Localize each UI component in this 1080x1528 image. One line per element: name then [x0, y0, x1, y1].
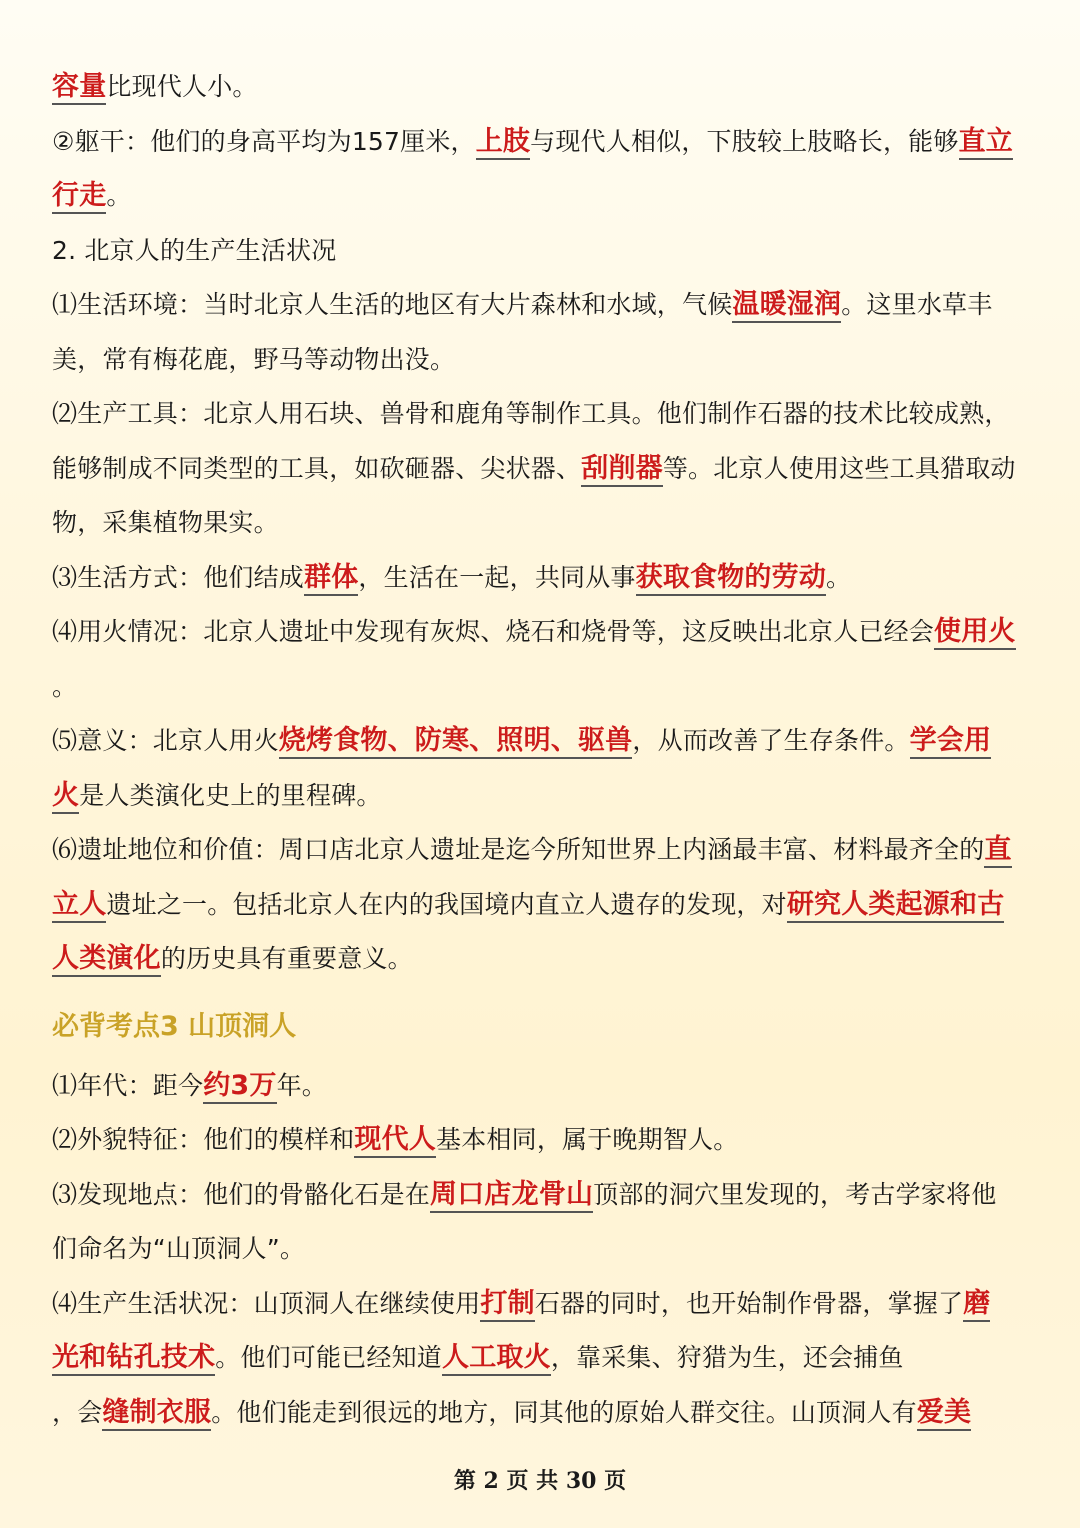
text-span: ⑷用火情况：北京人遗址中发现有灰烬、烧石和烧骨等，这反映出北京人已经会 — [52, 617, 935, 646]
keyword-highlight: 获取食物的劳动 — [636, 562, 826, 596]
text-span: ，生活在一起，共同从事 — [358, 562, 636, 592]
text-line — [52, 1168, 1032, 1223]
keyword-highlight: 现代人 — [354, 1124, 436, 1158]
keyword-highlight: 磨 — [963, 1288, 990, 1322]
text-span: 顶部的洞穴里发现的，考古学家将他 — [593, 1179, 997, 1209]
text-line — [52, 1113, 1032, 1168]
keyword-highlight: 容量 — [52, 71, 106, 105]
keyword-highlight: 研究人类起源和古 — [787, 889, 1005, 923]
text-line — [52, 1331, 1032, 1386]
keyword-highlight: 使用火 — [934, 616, 1016, 650]
page-content — [52, 60, 1032, 1440]
text-span: 是人类演化史上的里程碑。 — [79, 780, 382, 810]
keyword-highlight: 学会用 — [910, 725, 992, 759]
text-span: 。 — [106, 181, 132, 210]
text-line — [52, 60, 1032, 115]
keyword-highlight: 刮削器 — [581, 453, 663, 487]
keyword-highlight: 人类演化 — [52, 943, 161, 977]
text-span: 石器的同时，也开始制作骨器，掌握了 — [534, 1288, 964, 1318]
keyword-highlight: 直 — [984, 834, 1011, 868]
text-span: ⑶发现地点：他们的骨骼化石是在 — [52, 1179, 431, 1209]
text-span: 遗址之一。包括北京人在内的我国境内直立人遗存的发现，对 — [106, 889, 787, 919]
text-span: 等。北京人使用这些工具猎取动 — [662, 453, 1016, 483]
text-span: ⑴年代：距今 — [52, 1070, 204, 1100]
text-line — [52, 551, 1032, 606]
keyword-highlight: 打制 — [480, 1288, 534, 1322]
keyword-highlight: 立人 — [52, 889, 106, 923]
keyword-highlight: 约3万 — [203, 1070, 276, 1104]
text-span: 能够制成不同类型的工具，如砍砸器、尖状器、 — [52, 453, 582, 483]
text-span: ⑹遗址地位和价值：周口店北京人遗址是迄今所知世界上内涵最丰富、材料最齐全的 — [52, 835, 985, 864]
text-line — [52, 932, 1032, 987]
keyword-highlight: 火 — [52, 780, 79, 814]
text-span: ，从而改善了生存条件。 — [632, 726, 910, 755]
text-span: ⑶生活方式：他们结成 — [52, 562, 305, 592]
keyword-highlight: 上肢 — [476, 126, 530, 160]
text-span: 基本相同，属于晚期智人。 — [436, 1125, 739, 1154]
page-number-footer: 第 2 页 共 30 页 — [453, 1468, 627, 1494]
keyword-highlight: 人工取火 — [442, 1342, 551, 1376]
text-line — [52, 278, 1032, 333]
keyword-highlight: 行走 — [52, 180, 106, 214]
text-line — [52, 605, 1032, 660]
text-line — [52, 169, 1032, 224]
text-line — [52, 1386, 1032, 1441]
text-span: 比现代人小。 — [106, 72, 258, 101]
text-span: 。他们能走到很远的地方，同其他的原始人群交往。山顶洞人有 — [211, 1397, 917, 1427]
text-span: 。 — [826, 562, 852, 592]
text-span: 与现代人相似，下肢较上肢略长，能够 — [530, 126, 959, 156]
text-span: ②躯干：他们的身高平均为157厘米， — [52, 126, 476, 156]
text-line — [52, 1277, 1032, 1332]
text-span: ⑸意义：北京人用火 — [52, 726, 279, 755]
keyword-highlight: 群体 — [304, 562, 358, 596]
section-subtitle: 2. 北京人的生产生活状况 — [52, 235, 337, 265]
text-span: ，会 — [52, 1397, 103, 1427]
text-span: ⑷生产生活状况：山顶洞人在继续使用 — [52, 1288, 481, 1318]
text-line: 美，常有梅花鹿，野马等动物出没。 — [52, 344, 456, 374]
text-span: ⑵外貌特征：他们的模样和 — [52, 1125, 355, 1154]
text-span: 。这里水草丰 — [841, 290, 993, 319]
keyword-highlight: 光和钻孔技术 — [52, 1342, 215, 1376]
text-line: ⑵生产工具：北京人用石块、兽骨和鹿角等制作工具。他们制作石器的技术比较成熟， — [52, 399, 1010, 428]
text-line: 。 — [52, 671, 78, 701]
text-line — [52, 823, 1032, 878]
keyword-highlight: 爱美 — [917, 1397, 971, 1431]
text-line — [52, 442, 1032, 497]
text-span: ⑴生活环境：当时北京人生活的地区有大片森林和水域，气候 — [52, 290, 733, 319]
keyword-highlight: 直立 — [959, 126, 1013, 160]
text-line — [52, 115, 1032, 170]
text-line: 物，采集植物果实。 — [52, 508, 279, 537]
text-line: 们命名为“山顶洞人”。 — [52, 1234, 306, 1263]
keyword-highlight: 周口店龙骨山 — [430, 1179, 593, 1213]
keyword-highlight: 温暖湿润 — [732, 289, 841, 323]
text-line — [52, 769, 1032, 824]
text-span: 。他们可能已经知道 — [215, 1343, 443, 1372]
text-span: 年。 — [276, 1070, 327, 1100]
keyword-highlight: 缝制衣服 — [102, 1397, 211, 1431]
text-line — [52, 1059, 1032, 1114]
text-span: ，靠采集、狩猎为生，还会捕鱼 — [550, 1343, 904, 1372]
text-line — [52, 714, 1032, 769]
text-line — [52, 878, 1032, 933]
keyword-highlight: 烧烤食物、防寒、照明、驱兽 — [279, 725, 633, 759]
section-heading: 必背考点3 山顶洞人 — [52, 1010, 297, 1042]
text-span: 的历史具有重要意义。 — [160, 944, 413, 973]
